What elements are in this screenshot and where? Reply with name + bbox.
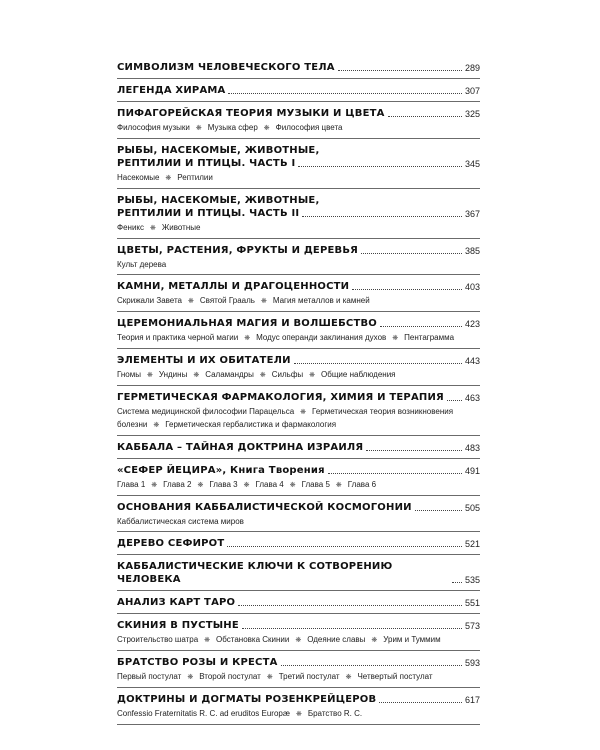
subsections: [117, 671, 480, 684]
subsection-item[interactable]: Герметическая теория возникновения болезни: [117, 407, 454, 429]
subsections: [117, 634, 480, 647]
subsection-item[interactable]: Ундины: [158, 370, 188, 379]
page-number: 403: [464, 282, 480, 292]
subsection-item[interactable]: Гномы: [117, 370, 141, 379]
separator-icon: ❋: [151, 482, 158, 489]
toc-entry[interactable]: [117, 596, 480, 614]
toc-entry-title-text: ДОКТРИНЫ И ДОГМАТЫ РОЗЕНКРЕЙЦЕРОВ: [117, 694, 377, 705]
dot-leader: [302, 215, 462, 217]
subsections: [117, 708, 480, 721]
dot-leader: [366, 449, 462, 451]
subsection-item[interactable]: Философия музыки: [117, 123, 190, 132]
dot-leader: [328, 472, 462, 474]
dot-leader: [338, 69, 462, 71]
subsection-item[interactable]: Обстановка Скинии: [216, 635, 290, 644]
toc-title-row: [117, 244, 480, 257]
toc-entry-title: [117, 537, 224, 550]
subsection-item[interactable]: Одеяние славы: [307, 635, 366, 644]
toc-entry[interactable]: [117, 501, 480, 532]
toc-entry-title-suffix: , Книга Творения: [222, 465, 325, 476]
page-number: 307: [464, 86, 480, 96]
toc-entry-title-text: РЕПТИЛИИ И ПТИЦЫ. ЧАСТЬ II: [117, 208, 300, 219]
toc-entry-title: [117, 693, 376, 706]
page-number: 385: [464, 246, 480, 256]
toc-entry[interactable]: [117, 656, 480, 688]
toc-entry[interactable]: [117, 693, 480, 725]
dot-leader: [294, 362, 462, 364]
toc-entry[interactable]: [117, 84, 480, 102]
separator-icon: ❋: [165, 175, 172, 182]
toc-title-row: [117, 157, 480, 170]
toc-title-row: [117, 61, 480, 74]
subsections: [117, 259, 480, 271]
toc-title-row: [117, 537, 480, 550]
toc-entry[interactable]: [117, 144, 480, 189]
separator-icon: ❋: [204, 637, 211, 644]
subsection-item[interactable]: Глава 3: [209, 480, 238, 489]
toc-entry-title: [117, 560, 449, 586]
toc-entry-title-text: ДЕРЕВО СЕФИРОТ: [117, 538, 225, 549]
toc-entry[interactable]: [117, 280, 480, 312]
page-number: 289: [464, 63, 480, 73]
toc-entry-title: [117, 391, 444, 404]
toc-entry-title: [117, 656, 278, 669]
subsection-item[interactable]: Культ дерева: [117, 260, 167, 269]
toc-entry-title-text: ГЕРМЕТИЧЕСКАЯ ФАРМАКОЛОГИЯ, ХИМИЯ И ТЕРАПИЯ: [117, 392, 444, 403]
toc-title-row: [117, 280, 480, 293]
page-number: 483: [464, 443, 480, 453]
toc-entry-title-text: ЦВЕТЫ, РАСТЕНИЯ, ФРУКТЫ И ДЕРЕВЬЯ: [117, 245, 359, 256]
toc-entry-title-text: КАББАЛИСТИЧЕСКИЕ КЛЮЧИ К СОТВОРЕНИЮ ЧЕЛОВЕКА: [117, 561, 393, 585]
separator-icon: ❋: [244, 335, 251, 342]
dot-leader: [379, 701, 462, 703]
subsection-item[interactable]: Животные: [161, 223, 201, 232]
toc-entry-title-text: СКИНИЯ В ПУСТЫНЕ: [117, 620, 239, 631]
dot-leader: [281, 664, 462, 666]
separator-icon: ❋: [187, 674, 194, 681]
separator-icon: ❋: [345, 674, 352, 681]
separator-icon: ❋: [295, 637, 302, 644]
subsection-item[interactable]: Система медицинской философии Парацельса: [117, 407, 295, 416]
subsections: [117, 332, 480, 345]
toc-entry[interactable]: [117, 194, 480, 239]
toc-title-row: [117, 317, 480, 330]
toc-entry-title: [117, 61, 335, 74]
subsections: [117, 122, 480, 135]
subsection-item[interactable]: Глава 4: [255, 480, 284, 489]
subsections: [117, 369, 480, 382]
subsection-item[interactable]: Теория и практика черной магии: [117, 333, 239, 342]
dot-leader: [415, 509, 462, 511]
toc-entry-title-text: ОСНОВАНИЯ КАББАЛИСТИЧЕСКОЙ КОСМОГОНИИ: [117, 502, 412, 513]
subsection-item[interactable]: Святой Грааль: [199, 296, 255, 305]
subsection-item[interactable]: Рептилии: [177, 173, 213, 182]
dot-leader: [228, 92, 461, 94]
toc-entry-title-text: КАМНИ, МЕТАЛЛЫ И ДРАГОЦЕННОСТИ: [117, 281, 350, 292]
subsections: [117, 516, 480, 528]
separator-icon: ❋: [392, 335, 399, 342]
toc-entry[interactable]: [117, 354, 480, 386]
separator-icon: ❋: [335, 482, 342, 489]
subsection-item[interactable]: Урим и Туммим: [383, 635, 441, 644]
toc-entry-title-text: ЛЕГЕНДА ХИРАМА: [117, 85, 226, 96]
toc-entry-title-text: КАББАЛА – ТАЙНАЯ ДОКТРИНА ИЗРАИЛЯ: [117, 442, 364, 453]
separator-icon: ❋: [188, 298, 194, 305]
toc-entry-title: [117, 317, 377, 330]
toc-entry-title: [117, 501, 412, 514]
dot-leader: [227, 545, 462, 547]
page-number: 463: [464, 393, 480, 403]
subsection-item[interactable]: Музыка сфер: [207, 123, 258, 132]
table-of-contents: [117, 61, 480, 730]
subsection-item[interactable]: Пентаграмма: [404, 333, 455, 342]
separator-icon: ❋: [309, 372, 316, 379]
subsection-item[interactable]: Первый постулат: [117, 672, 182, 681]
dot-leader: [388, 115, 462, 117]
subsection-item[interactable]: Скрижали Завета: [117, 296, 183, 305]
page-number: 551: [464, 598, 480, 608]
page-number: 521: [464, 539, 480, 549]
separator-icon: ❋: [150, 225, 156, 232]
subsections: [117, 172, 480, 185]
subsection-item[interactable]: Философия цвета: [275, 123, 343, 132]
toc-entry[interactable]: [117, 560, 480, 591]
subsection-item[interactable]: Глава 1: [117, 480, 146, 489]
toc-title-row: [117, 84, 480, 97]
toc-entry-title: [117, 596, 235, 609]
toc-entry[interactable]: [117, 317, 480, 349]
toc-title-row: [117, 693, 480, 706]
toc-entry[interactable]: [117, 441, 480, 459]
subsection-item[interactable]: Глава 6: [347, 480, 377, 489]
toc-entry[interactable]: [117, 107, 480, 139]
toc-entry-title-line2: [117, 157, 295, 170]
subsections: [117, 406, 480, 432]
toc-entry-title-text: ЭЛЕМЕНТЫ И ИХ ОБИТАТЕЛИ: [117, 355, 291, 366]
subsection-item[interactable]: Четвертый постулат: [357, 672, 433, 681]
toc-entry-title: [117, 280, 349, 293]
subsection-item[interactable]: Глава 2: [163, 480, 192, 489]
subsection-item[interactable]: Второй постулат: [199, 672, 261, 681]
dot-leader: [238, 604, 462, 606]
subsections: [117, 222, 480, 235]
toc-entry-title: [117, 244, 358, 257]
subsection-item[interactable]: Строительство шатра: [117, 635, 199, 644]
dot-leader: [380, 325, 462, 327]
separator-icon: ❋: [260, 298, 267, 305]
toc-entry[interactable]: [117, 61, 480, 79]
page-number: 423: [464, 319, 480, 329]
toc-title-row: [117, 441, 480, 454]
subsection-item[interactable]: Глава 5: [301, 480, 330, 489]
toc-entry[interactable]: [117, 391, 480, 436]
separator-icon: ❋: [289, 482, 296, 489]
separator-icon: ❋: [266, 674, 273, 681]
subsection-item[interactable]: Третий постулат: [278, 672, 340, 681]
subsection-item[interactable]: Герметическая гербалистика и фармакология: [165, 420, 337, 429]
toc-title-row: [117, 464, 480, 477]
toc-title-row: [117, 207, 480, 220]
page-number: 491: [464, 466, 480, 476]
page-number: 573: [464, 621, 480, 631]
toc-entry-title-text: «СЕФЕР ЙЕЦИРА»: [117, 465, 223, 476]
page-number: 617: [464, 695, 480, 705]
toc-entry-title: РЫБЫ, НАСЕКОМЫЕ, ЖИВОТНЫЕ,: [117, 195, 320, 206]
page-number: 535: [464, 575, 480, 585]
page-number: 367: [464, 209, 480, 219]
separator-icon: ❋: [259, 372, 266, 379]
toc-entry-title-text: ЦЕРЕМОНИАЛЬНАЯ МАГИЯ И ВОЛШЕБСТВО: [117, 318, 377, 329]
dot-leader: [242, 627, 462, 629]
page-number: 593: [464, 658, 480, 668]
separator-icon: ❋: [263, 125, 270, 132]
subsection-item[interactable]: Братство R. C.: [307, 709, 363, 718]
toc-title-row: [117, 501, 480, 514]
toc-title-row: [117, 354, 480, 367]
subsections: [117, 479, 480, 492]
separator-icon: ❋: [147, 372, 153, 379]
toc-entry-title: [117, 354, 291, 367]
subsection-item[interactable]: Модус операнди заклинания духов: [256, 333, 387, 342]
subsection-item[interactable]: Каббалистическая система миров: [117, 517, 244, 526]
toc-entry-title-text: ПИФАГОРЕЙСКАЯ ТЕОРИЯ МУЗЫКИ И ЦВЕТА: [117, 108, 385, 119]
toc-title-row: [117, 391, 480, 404]
separator-icon: ❋: [371, 637, 378, 644]
subsections: [117, 295, 480, 308]
toc-entry-title: [117, 107, 385, 120]
toc-entry-title-text: СИМВОЛИЗМ ЧЕЛОВЕЧЕСКОГО ТЕЛА: [117, 62, 335, 73]
page-number: 325: [464, 109, 480, 119]
toc-entry-title-text: РЕПТИЛИИ И ПТИЦЫ. ЧАСТЬ I: [117, 158, 296, 169]
toc-title-row: [117, 656, 480, 669]
separator-icon: ❋: [243, 482, 250, 489]
subsection-item[interactable]: Общие наблюдения: [321, 370, 396, 379]
subsection-item[interactable]: Confessio Fraternitatis R. C. ad eruditos Europæ: [117, 709, 290, 718]
separator-icon: ❋: [195, 125, 202, 132]
page-number: 505: [464, 503, 480, 513]
toc-entry-title-text: АНАЛИЗ КАРТ ТАРО: [117, 597, 236, 608]
dot-leader: [352, 288, 462, 290]
separator-icon: ❋: [295, 711, 302, 718]
toc-title-row: [117, 596, 480, 609]
subsection-item[interactable]: Феникс: [117, 223, 145, 232]
toc-title-row: [117, 619, 480, 632]
toc-entry-title-text: БРАТСТВО РОЗЫ И КРЕСТА: [117, 657, 278, 668]
dot-leader: [361, 252, 462, 254]
page-number: 443: [464, 356, 480, 366]
toc-entry[interactable]: [117, 537, 480, 555]
toc-entry-title: [117, 84, 225, 97]
separator-icon: ❋: [193, 372, 200, 379]
separator-icon: ❋: [153, 422, 160, 429]
toc-entry-title: [117, 464, 325, 477]
page-number: 345: [464, 159, 480, 169]
dot-leader: [452, 581, 462, 583]
toc-entry-title-line2: [117, 207, 299, 220]
toc-entry[interactable]: [117, 464, 480, 496]
subsection-item[interactable]: Насекомые: [117, 173, 160, 182]
subsection-item[interactable]: Сильфы: [271, 370, 304, 379]
separator-icon: ❋: [300, 409, 307, 416]
toc-entry-title: РЫБЫ, НАСЕКОМЫЕ, ЖИВОТНЫЕ,: [117, 145, 320, 156]
separator-icon: ❋: [197, 482, 204, 489]
dot-leader: [447, 399, 462, 401]
dot-leader: [298, 165, 462, 167]
toc-entry-title: [117, 441, 363, 454]
toc-title-row: [117, 107, 480, 120]
toc-entry[interactable]: [117, 244, 480, 275]
toc-entry-title: [117, 619, 239, 632]
subsection-item[interactable]: Саламандры: [205, 370, 254, 379]
subsection-item[interactable]: Магия металлов и камней: [272, 296, 370, 305]
toc-entry[interactable]: [117, 619, 480, 651]
toc-title-row: [117, 560, 480, 586]
